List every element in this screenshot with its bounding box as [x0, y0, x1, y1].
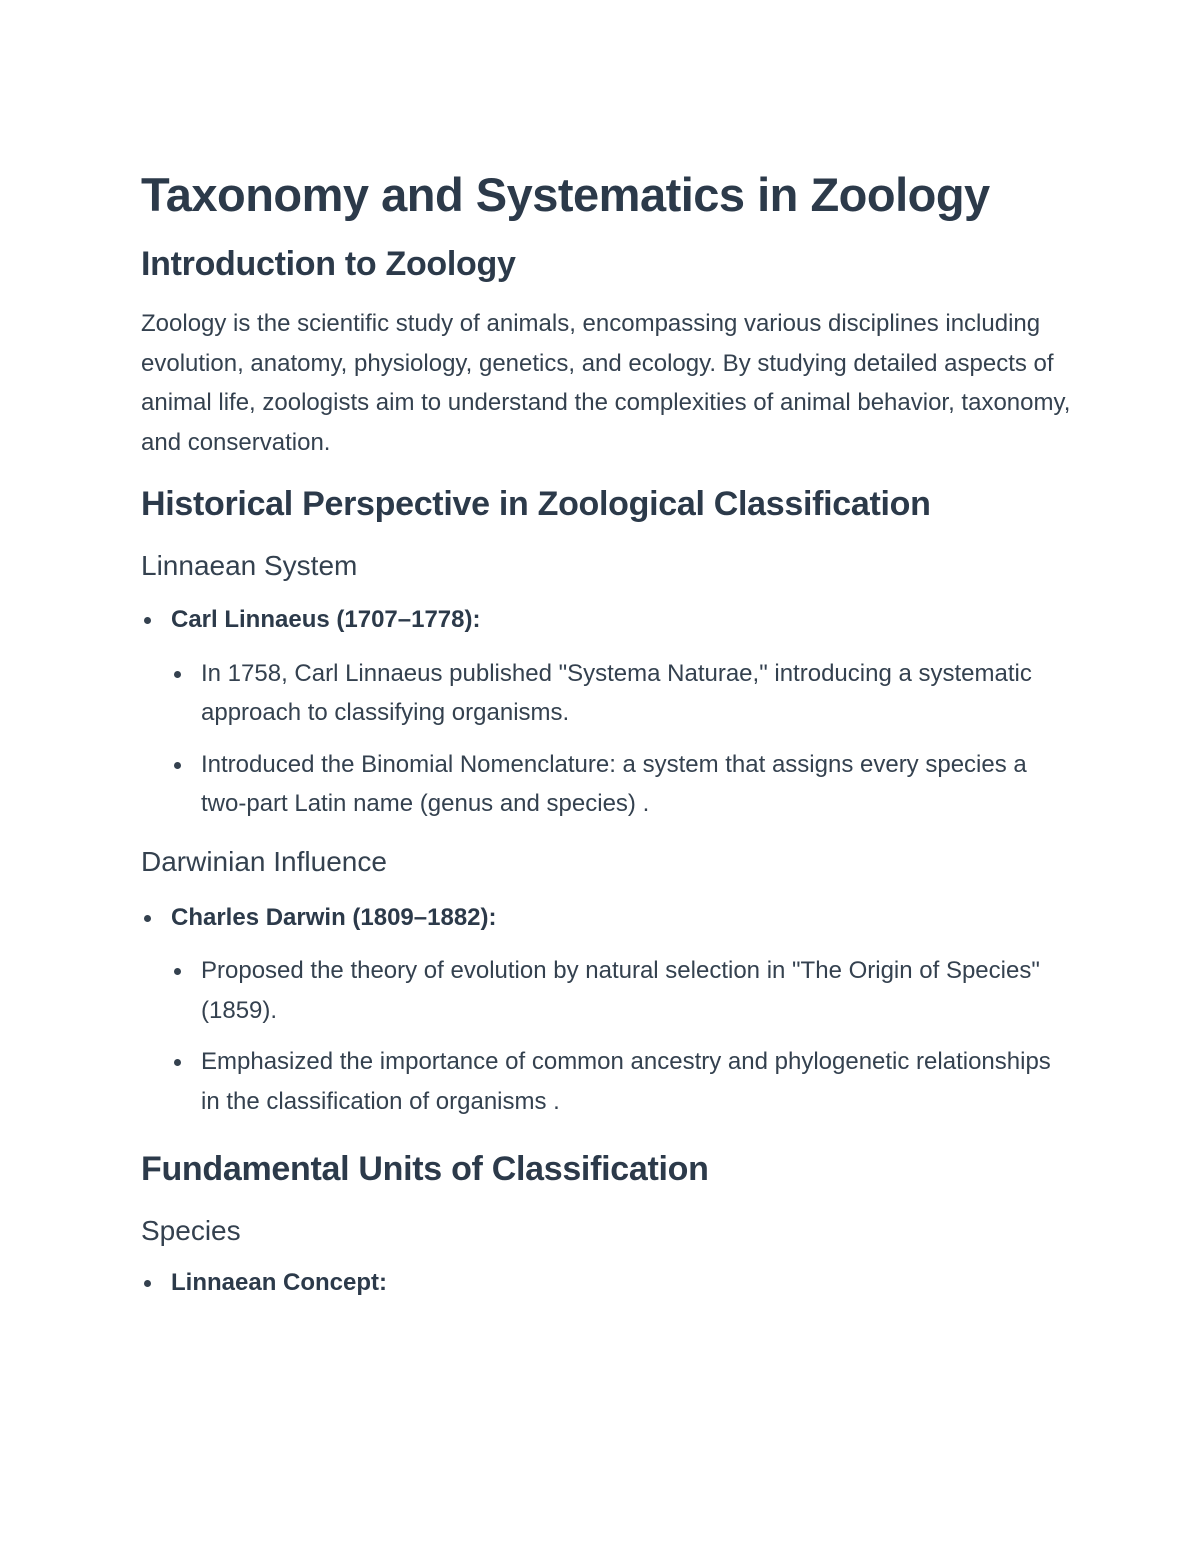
section-heading-historical-perspective: Historical Perspective in Zoological Classification	[141, 485, 931, 523]
subsection-heading-species: Species	[141, 1215, 241, 1246]
sub-list-item: Introduced the Binomial Nomenclature: a system that assigns every species a two-part Latin name (genus and species) .	[171, 745, 1071, 824]
sub-list-item: Emphasized the importance of common ancestry and phylogenetic relationships in the classification of organisms .	[171, 1042, 1071, 1121]
linnaean-list	[141, 600, 1071, 824]
list-item	[141, 898, 1071, 1122]
sub-list	[171, 654, 1071, 824]
sub-list-item: In 1758, Carl Linnaeus published "Systema Naturae," introducing a systematic approach to classifying organisms.	[171, 654, 1071, 733]
introduction-paragraph: Zoology is the scientific study of animals, encompassing various disciplines including evolution, anatomy, physiology, genetics, and ecology. By studying detailed aspects of animal life, zoologists aim to understand the complexities of animal behavior, taxonomy, and conservation.	[141, 310, 1071, 456]
sub-list	[171, 951, 1071, 1121]
document-title: Taxonomy and Systematics in Zoology	[141, 168, 990, 221]
document-page	[141, 160, 1071, 1303]
list-item	[141, 600, 1071, 824]
darwinian-list	[141, 898, 1071, 1122]
section-heading-fundamental-units: Fundamental Units of Classification	[141, 1150, 709, 1188]
section-heading-introduction: Introduction to Zoology	[141, 245, 516, 283]
list-item-label: Carl Linnaeus (1707–1778):	[171, 606, 481, 633]
subsection-heading-linnaean-system: Linnaean System	[141, 550, 358, 581]
list-item-label: Linnaean Concept:	[171, 1269, 388, 1296]
subsection-heading-darwinian-influence: Darwinian Influence	[141, 845, 387, 877]
sub-list-item: Proposed the theory of evolution by natural selection in "The Origin of Species" (1859).	[171, 951, 1071, 1030]
list-item-label: Charles Darwin (1809–1882):	[171, 903, 497, 931]
list-item	[141, 1263, 1071, 1303]
species-list	[141, 1263, 1071, 1303]
